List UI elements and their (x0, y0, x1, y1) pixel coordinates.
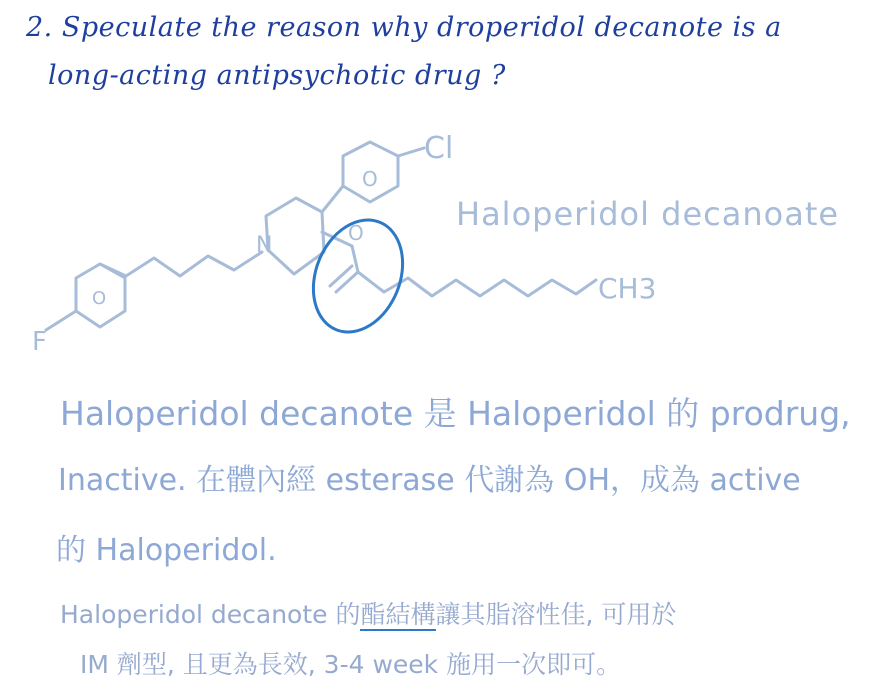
nitrogen-label: N (256, 233, 273, 258)
note-line-4-end: 讓其脂溶性佳, 可用於 (435, 600, 677, 629)
piperidine-ring (266, 198, 324, 274)
ring-left-label: O (92, 288, 107, 309)
carbonyl-oxygen-label: O (348, 221, 364, 245)
o-c-bond (352, 246, 358, 272)
ring-top-label: O (362, 167, 378, 191)
note-line-3: 的 Haloperidol. (56, 533, 277, 568)
ester-structure-underlined: 酯結構 (360, 600, 436, 629)
decanoate-chain (358, 272, 596, 296)
ring-cl-bond (398, 148, 424, 156)
butyl-chain (100, 252, 262, 276)
carbonyl-bond-2 (330, 266, 352, 286)
carbonyl-bond-1 (336, 272, 358, 292)
note-line-2: Inactive. 在體內經 esterase 代謝為 OH，成為 active (58, 463, 801, 498)
compound-name-label: Haloperidol decanoate (456, 195, 840, 233)
note-line-4 (60, 595, 676, 631)
question-line-1: 2. Speculate the reason why droperidol decanote is a (26, 12, 782, 43)
ring-to-ring-bond (322, 186, 343, 212)
ring-f-bond (46, 311, 76, 330)
fluorine-label: F (32, 327, 47, 357)
chlorine-label: Cl (424, 131, 454, 166)
note-line-1: Haloperidol decanote 是 Haloperidol 的 prodrug, (60, 394, 851, 433)
methyl-label: CH3 (598, 272, 657, 305)
question-line-2: long-acting antipsychotic drug ? (48, 60, 506, 91)
note-line-4-start: Haloperidol decanote 的 (60, 600, 361, 629)
note-line-5: IM 劑型, 且更為長效, 3-4 week 施用一次即可。 (80, 650, 622, 679)
